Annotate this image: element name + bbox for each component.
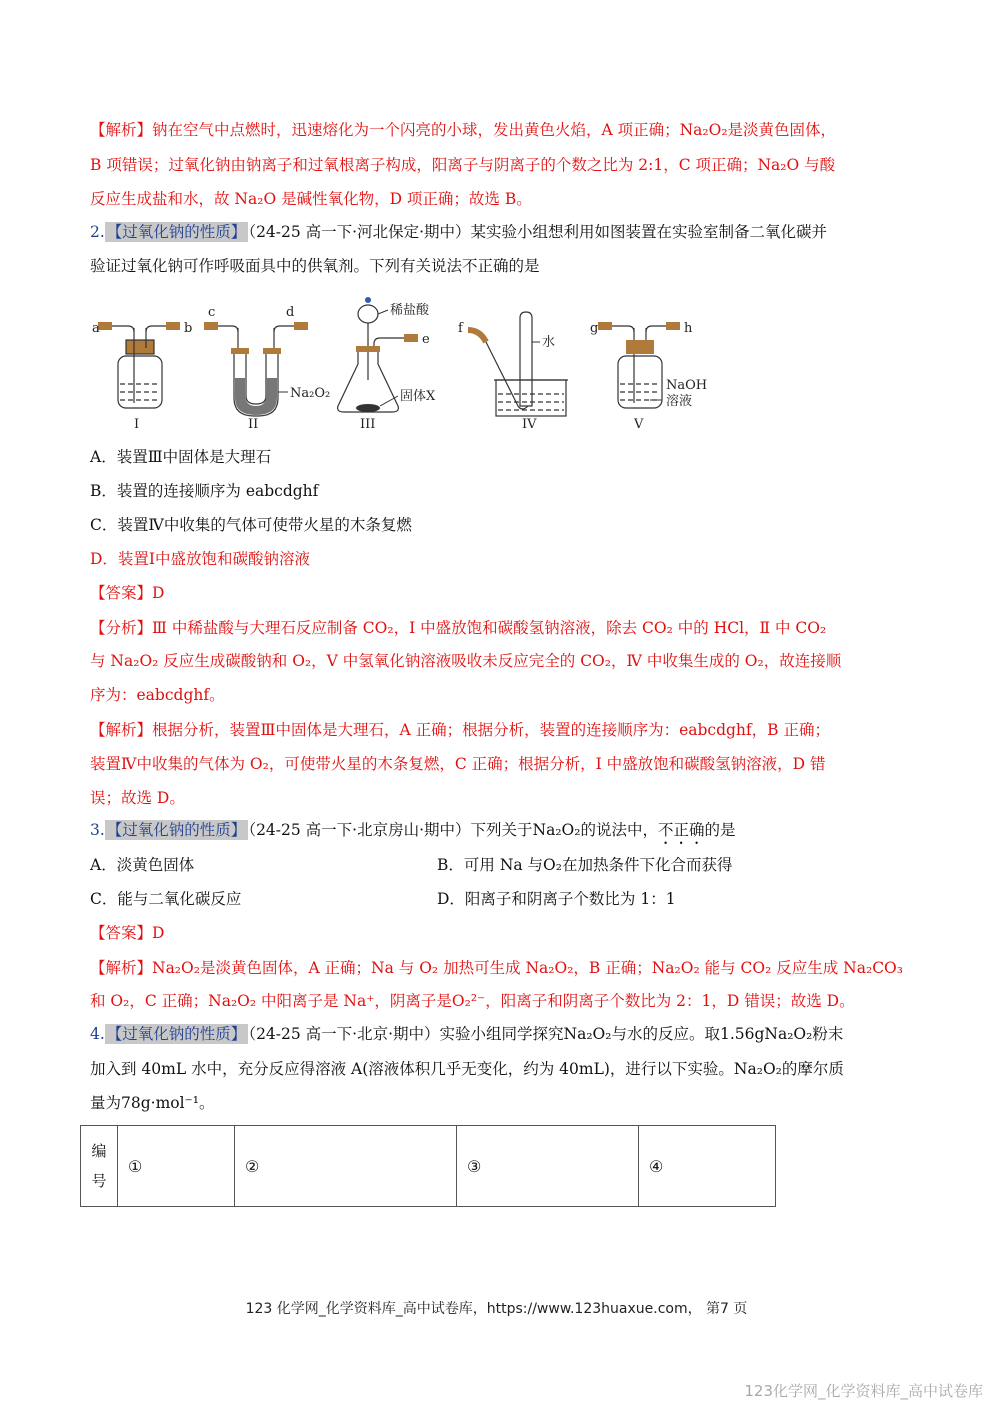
- q2-stem-line2: 验证过氧化钠可作呼吸面具中的供氧剂。下列有关说法不正确的是: [90, 257, 540, 275]
- q1-explanation-line2: B 项错误；过氧化钠由钠离子和过氧根离子构成，阳离子与阴离子的个数之比为 2:1，C 项正确；Na₂O 与酸: [90, 156, 836, 174]
- table-row: [81, 1126, 776, 1207]
- question-stem: 实验小组同学探究Na₂O₂与水的反应。取1.56gNa₂O₂粉末: [439, 1025, 844, 1043]
- q2-analysis-line2: 与 Na₂O₂ 反应生成碳酸钠和 O₂，V 中氢氧化钠溶液吸收未反应完全的 CO₂，Ⅳ 中收集生成的 O₂，故连接顺: [90, 652, 842, 670]
- q2-option-a: A．装置Ⅲ中固体是大理石: [90, 448, 272, 466]
- q4-stem-line2: 加入到 40mL 水中，充分反应得溶液 A(溶液体积几乎无变化，约为 40mL)，进行以下实验。Na₂O₂的摩尔质: [90, 1060, 844, 1078]
- q4-stem-line1: [90, 1024, 843, 1044]
- topic-tag: 【过氧化钠的性质】: [106, 223, 247, 241]
- table-cell-1: ①: [118, 1126, 235, 1207]
- q3-option-b: B．可用 Na 与O₂在加热条件下化合而获得: [437, 856, 733, 874]
- question-stem-end: 的是: [704, 821, 736, 839]
- q3-option-d: D．阳离子和阴离子个数比为 1：1: [437, 890, 676, 908]
- topic-tag: 【过氧化钠的性质】: [106, 1025, 247, 1043]
- question-number: 4.: [90, 1025, 105, 1043]
- q3-explanation-line2: 和 O₂，C 正确；Na₂O₂ 中阳离子是 Na⁺，阴离子是O₂²⁻，阳离子和阴离子个数比为 2：1，D 错误；故选 D。: [90, 992, 855, 1010]
- apparatus-i: [110, 326, 168, 408]
- svg-text:I: I: [134, 417, 140, 432]
- q2-explanation-line1: 【解析】根据分析，装置Ⅲ中固体是大理石，A 正确；根据分析，装置的连接顺序为：eabcdghf，B 正确；: [90, 721, 830, 739]
- svg-text:f: f: [458, 321, 463, 336]
- experiment-table: [80, 1125, 776, 1207]
- question-source: （24-25 高一下·河北保定·期中）: [248, 223, 471, 241]
- svg-text:NaOH: NaOH: [666, 378, 708, 393]
- q3-answer: 【答案】D: [90, 924, 165, 942]
- svg-text:g: g: [590, 321, 599, 336]
- question-number: 3.: [90, 821, 105, 839]
- svg-text:d: d: [286, 305, 295, 320]
- svg-text:e: e: [422, 332, 430, 347]
- svg-text:溶液: 溶液: [666, 394, 693, 409]
- q2-stem-line1: [90, 222, 827, 242]
- q2-option-c: C．装置Ⅳ中收集的气体可使带火星的木条复燃: [90, 516, 412, 534]
- svg-text:水: 水: [542, 335, 556, 350]
- q2-explanation-line3: 误；故选 D。: [90, 789, 185, 807]
- question-source: （24-25 高一下·北京房山·期中）: [248, 821, 471, 839]
- svg-text:II: II: [248, 417, 259, 432]
- q3-explanation-line1: 【解析】Na₂O₂是淡黄色固体，A 正确；Na 与 O₂ 加热可生成 Na₂O₂，B 正确；Na₂O₂ 能与 CO₂ 反应生成 Na₂CO₃: [90, 959, 903, 977]
- apparatus-figure: [88, 288, 728, 436]
- emphasis-text: 不正确: [657, 821, 705, 839]
- q1-explanation-line3: 反应生成盐和水，故 Na₂O 是碱性氧化物，D 项正确；故选 B。: [90, 190, 532, 208]
- table-cell-3: ③: [457, 1126, 639, 1207]
- q3-option-c: C．能与二氧化碳反应: [90, 890, 242, 908]
- q2-option-d: D．装置I中盛放饱和碳酸钠溶液: [90, 550, 311, 568]
- q2-analysis-line1: 【分析】Ⅲ 中稀盐酸与大理石反应制备 CO₂，I 中盛放饱和碳酸氢钠溶液，除去 CO₂ 中的 HCl，Ⅱ 中 CO₂: [90, 619, 827, 637]
- table-cell-2: ②: [235, 1126, 457, 1207]
- question-stem: 下列关于Na₂O₂的说法中，: [470, 821, 658, 839]
- q2-option-b: B．装置的连接顺序为 eabcdghf: [90, 482, 319, 500]
- svg-text:h: h: [684, 321, 693, 336]
- question-stem: 某实验小组想利用如图装置在实验室制备二氧化碳并: [470, 223, 828, 241]
- q2-explanation-line2: 装置Ⅳ中收集的气体为 O₂，可使带火星的木条复燃，C 正确；根据分析，I 中盛放饱和碳酸氢钠溶液，D 错: [90, 755, 826, 773]
- q4-stem-line3: 量为78g·mol⁻¹。: [90, 1094, 215, 1112]
- question-source: （24-25 高一下·北京·期中）: [248, 1025, 440, 1043]
- svg-text:b: b: [184, 321, 193, 336]
- svg-text:固体X: 固体X: [400, 389, 436, 404]
- svg-text:III: III: [360, 417, 376, 432]
- svg-text:V: V: [634, 417, 644, 432]
- question-number: 2.: [90, 223, 105, 241]
- q1-explanation-line1: 【解析】钠在空气中点燃时，迅速熔化为一个闪亮的小球，发出黄色火焰，A 项正确；Na₂O₂是淡黄色固体，: [90, 121, 837, 139]
- q3-stem: [90, 820, 736, 848]
- svg-text:a: a: [92, 321, 100, 336]
- page-footer: 123 化学网_化学资料库_高中试卷库，https://www.123huaxue.com， 第7 页: [245, 1301, 748, 1317]
- q3-option-a: A．淡黄色固体: [90, 856, 195, 874]
- q2-answer: 【答案】D: [90, 584, 165, 602]
- svg-text:c: c: [208, 305, 216, 320]
- watermark: 123化学网_化学资料库_高中试卷库: [744, 1382, 983, 1400]
- topic-tag: 【过氧化钠的性质】: [106, 821, 247, 839]
- table-header-cell: 编号: [81, 1126, 118, 1207]
- table-cell-4: ④: [639, 1126, 776, 1207]
- apparatus-ii: [212, 326, 300, 416]
- apparatus-v: [610, 326, 668, 408]
- svg-text:Na₂O₂: Na₂O₂: [290, 386, 331, 401]
- svg-text:IV: IV: [522, 417, 537, 432]
- apparatus-iv: [486, 312, 568, 416]
- svg-text:稀盐酸: 稀盐酸: [390, 303, 430, 318]
- q2-analysis-line3: 序为：eabcdghf。: [90, 686, 225, 704]
